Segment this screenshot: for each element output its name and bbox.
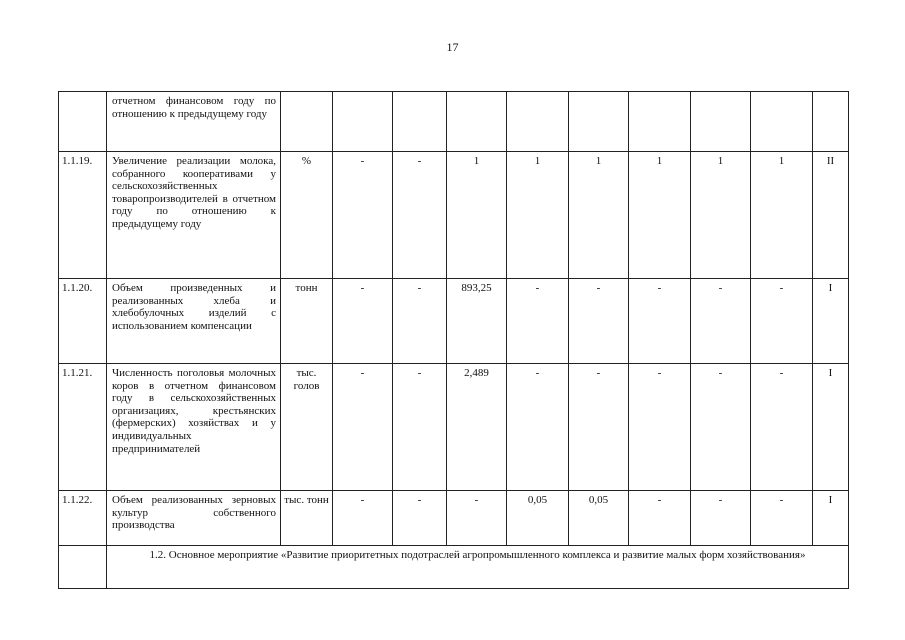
value-cell: -: [447, 491, 507, 546]
value-cell: I: [813, 364, 849, 491]
table-row: [59, 92, 849, 152]
unit-cell: %: [281, 152, 333, 279]
table-row: [59, 491, 849, 546]
value-cell: -: [569, 364, 629, 491]
value-cell: -: [691, 279, 751, 364]
value-cell: 2,489: [447, 364, 507, 491]
value-cell: -: [569, 279, 629, 364]
value-cell: -: [393, 279, 447, 364]
value-cell: I: [813, 279, 849, 364]
value-cell: -: [629, 491, 691, 546]
value-cell: -: [333, 152, 393, 279]
value-cell: [569, 92, 629, 152]
value-cell: [333, 92, 393, 152]
value-cell: -: [333, 491, 393, 546]
value-cell: 893,25: [447, 279, 507, 364]
section-row: [59, 546, 849, 589]
value-cell: -: [393, 364, 447, 491]
indicator-name: Объем реализованных зерновых культур собственного производства: [107, 491, 281, 546]
value-cell: 1: [569, 152, 629, 279]
value-cell: 1: [447, 152, 507, 279]
unit-cell: тыс. тонн: [281, 491, 333, 546]
value-cell: -: [507, 279, 569, 364]
value-cell: I: [813, 491, 849, 546]
value-cell: 1: [629, 152, 691, 279]
value-cell: [691, 92, 751, 152]
section-title: 1.2. Основное мероприятие «Развитие приоритетных подотраслей агропромышленного комплекса и развитие малых форм хозяйствования»: [107, 546, 849, 589]
table-row: [59, 152, 849, 279]
unit-cell: тонн: [281, 279, 333, 364]
value-cell: -: [691, 491, 751, 546]
indicator-name: Увеличение реализации молока, собранного кооперативами у сельскохозяйственных товаропроизводителей в отчетном году по отношению к предыдущему году: [107, 152, 281, 279]
section-row-number: [59, 546, 107, 589]
value-cell: 0,05: [569, 491, 629, 546]
value-cell: 1: [751, 152, 813, 279]
unit-cell: [281, 92, 333, 152]
page-number: 17: [446, 40, 459, 54]
value-cell: -: [751, 279, 813, 364]
value-cell: [447, 92, 507, 152]
value-cell: [813, 92, 849, 152]
value-cell: -: [393, 152, 447, 279]
value-cell: -: [691, 364, 751, 491]
value-cell: -: [751, 364, 813, 491]
value-cell: [629, 92, 691, 152]
indicator-name: Объем произведенных и реализованных хлеба и хлебобулочных изделий с использованием компенсации: [107, 279, 281, 364]
value-cell: -: [629, 279, 691, 364]
row-number: [59, 92, 107, 152]
value-cell: -: [333, 364, 393, 491]
value-cell: [751, 92, 813, 152]
row-number: 1.1.22.: [59, 491, 107, 546]
value-cell: -: [629, 364, 691, 491]
table-row: [59, 279, 849, 364]
value-cell: -: [333, 279, 393, 364]
indicator-name: отчетном финансовом году по отношению к предыдущему году: [107, 92, 281, 152]
row-number: 1.1.20.: [59, 279, 107, 364]
indicators-table: [58, 91, 849, 589]
indicator-name: Численность поголовья молочных коров в отчетном финансовом году в сельскохозяйственных организациях, крестьянских (фермерских) хозяйствах и у индивидуальных предпринимателей: [107, 364, 281, 491]
value-cell: 0,05: [507, 491, 569, 546]
row-number: 1.1.19.: [59, 152, 107, 279]
value-cell: 1: [507, 152, 569, 279]
value-cell: [507, 92, 569, 152]
value-cell: 1: [691, 152, 751, 279]
value-cell: -: [393, 491, 447, 546]
value-cell: [393, 92, 447, 152]
value-cell: -: [751, 491, 813, 546]
unit-cell: тыс. голов: [281, 364, 333, 491]
row-number: 1.1.21.: [59, 364, 107, 491]
value-cell: II: [813, 152, 849, 279]
table-row: [59, 364, 849, 491]
value-cell: -: [507, 364, 569, 491]
